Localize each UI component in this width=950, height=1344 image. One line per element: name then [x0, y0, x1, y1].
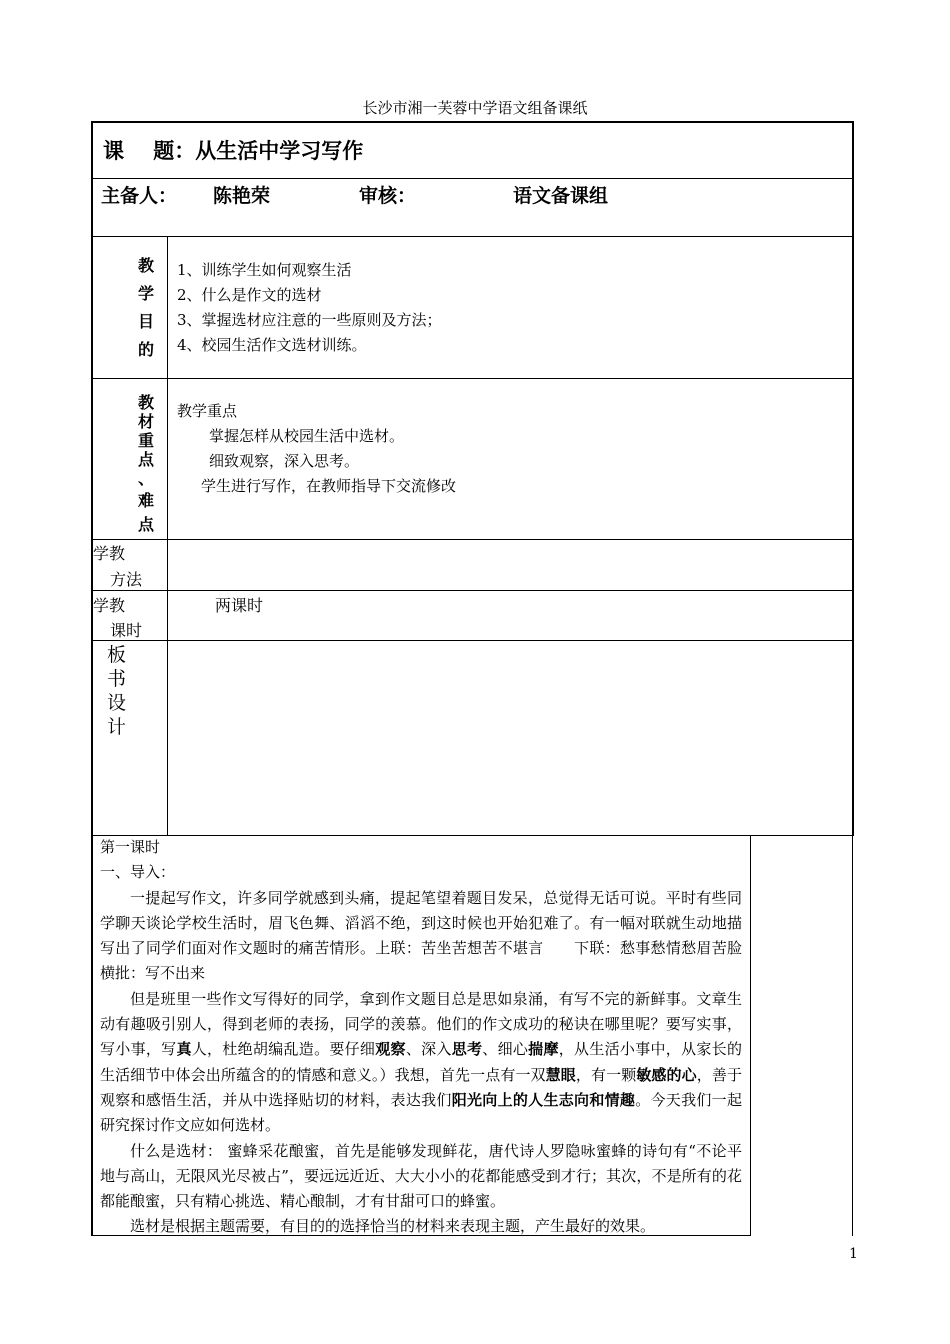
- row-divider: [91, 378, 854, 379]
- topic-label: 课 题：: [103, 139, 196, 163]
- board-design-label: [107, 643, 126, 739]
- text-run: ，从生活小事中，从家长的生活细节中体会出所蕴含的的情感和意义。）我想，首先一点有一双: [100, 1040, 742, 1084]
- row-divider: [91, 236, 854, 237]
- text-run: 但是班里一些作文写得好的同学，拿到作文题目总是思如泉涌，有写不完的新鲜事。文章生动有趣吸引别人，得到老师的表扬，同学的羡慕。他们的作文成功的秘诀在哪里呢？要写实事，写小事，写: [100, 989, 742, 1059]
- text-run: 、细心: [482, 1040, 529, 1059]
- label-char: 设: [107, 692, 127, 714]
- bold-run: 揣摩: [528, 1040, 559, 1059]
- objectives-label: [131, 252, 161, 364]
- label-char: 学: [137, 284, 154, 303]
- lesson-paragraph: [100, 987, 742, 1139]
- text-run: 。今天我们一起研究探讨作文应如何选材。: [100, 1090, 742, 1135]
- method-label-top: 学教: [93, 544, 126, 563]
- label-char: 点: [137, 515, 154, 534]
- table-border-top: [91, 121, 854, 123]
- row-divider: [91, 640, 854, 641]
- objective-item: 3、掌握选材应注意的一些原则及方法；: [177, 311, 442, 329]
- label-char: 点: [137, 450, 154, 469]
- label-char: 材: [137, 412, 154, 431]
- row-divider: [91, 590, 854, 591]
- label-char: 重: [137, 431, 154, 450]
- label-column-divider: [167, 236, 168, 835]
- objectives-list: [177, 258, 442, 358]
- key-points-heading: 教学重点: [177, 402, 238, 420]
- label-char: 目: [137, 312, 154, 331]
- key-point-line: 细致观察，深入思考。: [209, 452, 360, 470]
- label-char: 计: [107, 716, 127, 738]
- label-char: 、: [137, 469, 154, 488]
- reviewer-name: 语文备课组: [513, 185, 609, 207]
- label-char: 教: [137, 393, 154, 412]
- lesson-paragraph: 选材是根据主题需要，有目的的选择恰当的材料来表现主题，产生最好的效果。: [130, 1217, 656, 1236]
- lesson-body: [100, 835, 742, 1240]
- key-point-line: 学生进行写作，在教师指导下交流修改: [201, 477, 457, 495]
- text-run: 人，杜绝胡编乱造。要仔细: [191, 1040, 376, 1059]
- table-border-left: [91, 121, 93, 1236]
- text-run: ，善于观察和感悟生活，并从中选择贴切的材料，表达我们: [100, 1065, 742, 1109]
- topic-value: 从生活中学习写作: [195, 139, 364, 163]
- key-points-content: [177, 399, 456, 499]
- objective-item: 4、校园生活作文选材训练。: [177, 336, 367, 354]
- lesson-paragraph: 一提起写作文，许多同学就感到头痛，提起笔望着题目发呆，总觉得无话可说。平时有些同学聊天谈论学校生活时，眉飞色舞、滔滔不绝，到这时候也开始犯难了。有一幅对联就生动地描写出了同学们面对作文题时的痛苦情形。上联：苦坐苦想苦不堪言 下联：愁事愁情愁眉苦脸 横批：写不出来: [100, 888, 742, 983]
- page-number: 1: [849, 1246, 858, 1262]
- bold-run: 真: [176, 1040, 192, 1059]
- hours-label-top: 学教: [93, 596, 126, 615]
- hours-label-bottom: 课时: [110, 621, 143, 640]
- text-run: 、深入: [405, 1040, 452, 1059]
- notes-column-divider: [750, 835, 751, 1236]
- page-header: 长沙市湘一芙蓉中学语文组备课纸: [362, 99, 588, 117]
- bold-run: 阳光向上的人生志向和情趣: [451, 1090, 636, 1109]
- owner-label: 主备人：: [101, 185, 178, 207]
- topic-row: [103, 135, 363, 165]
- label-char: 的: [137, 340, 154, 359]
- owner-name: 陈艳荣: [213, 185, 271, 207]
- table-border-right: [852, 121, 854, 836]
- hours-value: 两课时: [215, 596, 264, 615]
- key-point-line: 掌握怎样从校园生活中选材。: [209, 427, 405, 445]
- lesson-section: 一、导入：: [100, 863, 176, 882]
- label-char: 板: [107, 644, 127, 666]
- row-divider: [91, 539, 854, 540]
- label-char: 教: [137, 256, 154, 275]
- bold-run: 慧眼: [545, 1065, 576, 1084]
- lesson-paragraph: 什么是选材： 蜜蜂采花酿蜜，首先是能够发现鲜花，唐代诗人罗隐咏蜜蜂的诗句有“不论平地与高山，无限风光尽被占”，要远远近近、大大小小的花都能感受到才行；其次，不是所有的花都能酿蜜，只有精心挑选、精心酿制，才有甘甜可口的蜂蜜。: [100, 1141, 742, 1211]
- label-char: 书: [107, 668, 127, 690]
- bold-run: 观察: [375, 1040, 406, 1059]
- bold-run: 敏感的心: [636, 1065, 697, 1084]
- key-points-label: [131, 393, 161, 536]
- lesson-period: 第一课时: [100, 838, 161, 856]
- method-label-bottom: 方法: [110, 570, 143, 589]
- bold-run: 思考: [451, 1040, 483, 1059]
- objective-item: 2、什么是作文的选材: [177, 286, 322, 304]
- review-label: 审核：: [359, 185, 417, 207]
- label-char: 难: [137, 491, 154, 510]
- row-divider: [91, 178, 854, 179]
- text-run: ，有一颗: [575, 1065, 637, 1084]
- notes-column-border: [852, 835, 853, 1236]
- objective-item: 1、训练学生如何观察生活: [177, 261, 352, 279]
- lesson-plan-table: [91, 121, 854, 1236]
